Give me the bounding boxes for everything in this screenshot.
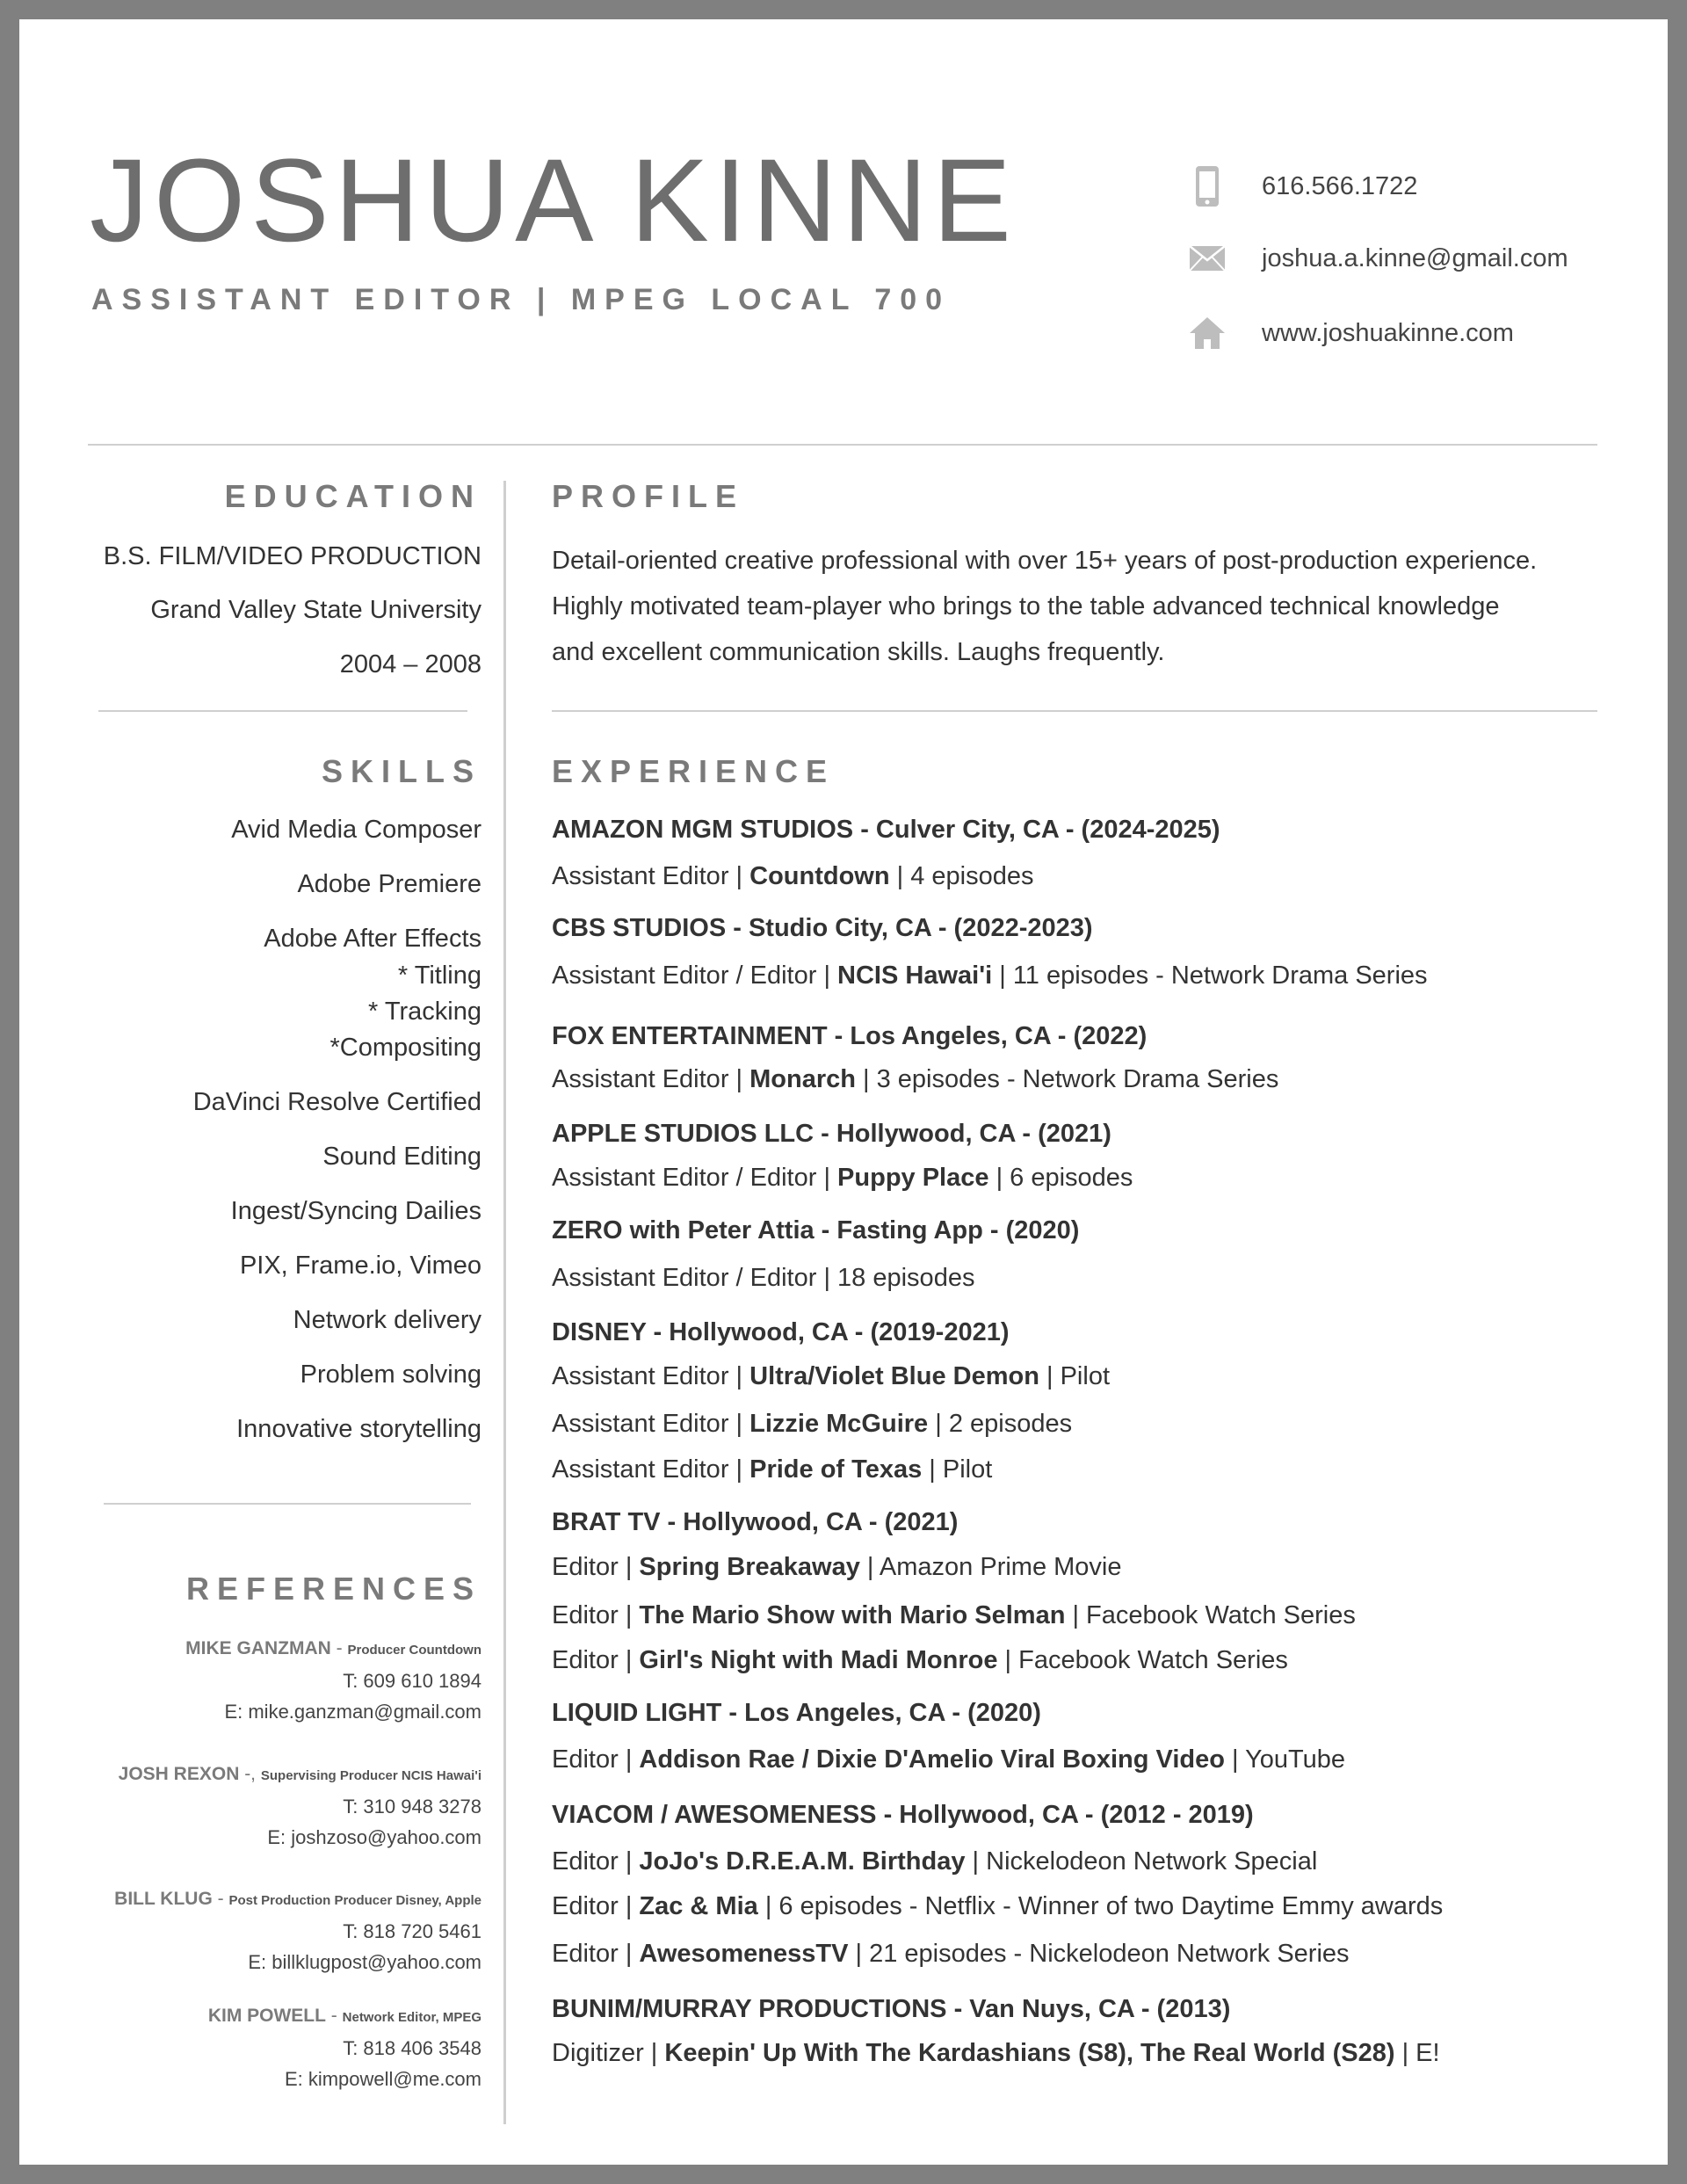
role-title: Assistant Editor / Editor | 18 episodes bbox=[552, 1264, 975, 1292]
job-heading: APPLE STUDIOS LLC - Hollywood, CA - (2021) bbox=[552, 1120, 1111, 1148]
project-details: | 11 episodes - Network Drama Series bbox=[992, 961, 1428, 990]
project-title: NCIS Hawai'i bbox=[837, 961, 993, 990]
reference-phone: T: 818 406 3548 bbox=[343, 2037, 481, 2059]
project-details: | Nickelodeon Network Special bbox=[965, 1847, 1318, 1876]
phone-icon bbox=[1188, 164, 1227, 208]
project-details: | YouTube bbox=[1224, 1745, 1346, 1774]
reference-name: MIKE GANZMAN bbox=[185, 1638, 331, 1658]
role-title: Editor | bbox=[552, 1940, 640, 1968]
project-details: | 6 episodes - Netflix - Winner of two Daytime Emmy awards bbox=[757, 1892, 1444, 1920]
skills-heading: SKILLS bbox=[321, 753, 481, 789]
reference-role: Network Editor, MPEG bbox=[342, 2010, 481, 2025]
email-address[interactable]: joshua.a.kinne@gmail.com bbox=[1262, 243, 1568, 272]
skill-item: Sound Editing bbox=[322, 1143, 481, 1171]
education-divider bbox=[98, 710, 467, 712]
reference-separator: - bbox=[212, 1889, 229, 1909]
role-title: Assistant Editor | bbox=[552, 1065, 750, 1093]
role-title: Assistant Editor / Editor | bbox=[552, 1164, 838, 1192]
job-heading: BUNIM/MURRAY PRODUCTIONS - Van Nuys, CA - (2013) bbox=[552, 1995, 1231, 2023]
project-title: Girl's Night with Madi Monroe bbox=[639, 1646, 998, 1674]
reference-name-line bbox=[185, 1638, 481, 1659]
role-title: Editor | bbox=[552, 1553, 640, 1581]
project-details: | E! bbox=[1394, 2039, 1440, 2067]
role-title: Assistant Editor | bbox=[552, 1362, 750, 1390]
skill-item: Innovative storytelling bbox=[236, 1415, 481, 1443]
skill-item: Network delivery bbox=[293, 1306, 481, 1334]
reference-role: Supervising Producer NCIS Hawai'i bbox=[260, 1768, 481, 1783]
reference-email[interactable]: E: kimpowell@me.com bbox=[284, 2068, 481, 2090]
job-role-line bbox=[552, 961, 1428, 990]
project-title: Ultra/Violet Blue Demon bbox=[749, 1362, 1039, 1390]
skill-item: Ingest/Syncing Dailies bbox=[230, 1197, 481, 1225]
reference-name-line bbox=[114, 1889, 481, 1910]
profile-divider bbox=[552, 710, 1597, 712]
job-heading: LIQUID LIGHT - Los Angeles, CA - (2020) bbox=[552, 1699, 1041, 1727]
skill-subitem: * Titling bbox=[397, 961, 481, 990]
skill-item: PIX, Frame.io, Vimeo bbox=[239, 1252, 481, 1280]
candidate-title: ASSISTANT EDITOR | MPEG LOCAL 700 bbox=[91, 283, 952, 316]
job-role-line bbox=[552, 1455, 992, 1484]
profile-line: and excellent communication skills. Laughs frequently. bbox=[552, 638, 1165, 666]
reference-separator: - bbox=[330, 1638, 348, 1658]
home-icon bbox=[1188, 311, 1227, 355]
project-title: The Mario Show with Mario Selman bbox=[639, 1601, 1066, 1629]
project-title: Spring Breakaway bbox=[639, 1553, 860, 1581]
job-role-line bbox=[552, 1410, 1072, 1439]
skill-subitem: *Compositing bbox=[329, 1034, 481, 1062]
contact-phone-row bbox=[1188, 164, 1417, 208]
job-role-line bbox=[552, 1940, 1350, 1969]
job-role-line bbox=[552, 1601, 1356, 1630]
project-title: Lizzie McGuire bbox=[749, 1410, 929, 1438]
reference-name: JOSH REXON bbox=[118, 1764, 240, 1784]
project-title: Puppy Place bbox=[837, 1164, 989, 1192]
reference-email[interactable]: E: billklugpost@yahoo.com bbox=[248, 1951, 481, 1973]
role-title: Editor | bbox=[552, 1892, 640, 1920]
role-title: Assistant Editor | bbox=[552, 1410, 750, 1438]
reference-name: BILL KLUG bbox=[114, 1889, 213, 1909]
job-heading: AMAZON MGM STUDIOS - Culver City, CA - (2024-2025) bbox=[552, 816, 1220, 844]
profile-line: Detail-oriented creative professional with over 15+ years of post-production experience. bbox=[552, 547, 1538, 575]
role-title: Assistant Editor | bbox=[552, 1455, 750, 1484]
role-title: Editor | bbox=[552, 1745, 640, 1774]
job-role-line bbox=[552, 1164, 1133, 1193]
role-title: Assistant Editor / Editor | bbox=[552, 961, 838, 990]
skill-item: Adobe Premiere bbox=[297, 870, 481, 898]
job-role-line bbox=[552, 1553, 1122, 1582]
profile-line: Highly motivated team-player who brings to the table advanced technical knowledge bbox=[552, 592, 1500, 620]
candidate-name: JOSHUA KINNE bbox=[90, 135, 1017, 266]
skill-item: Adobe After Effects bbox=[264, 925, 481, 953]
left-column bbox=[0, 19, 481, 2165]
website-link[interactable]: www.joshuakinne.com bbox=[1262, 318, 1514, 347]
reference-separator: -, bbox=[239, 1764, 261, 1784]
envelope-icon bbox=[1188, 236, 1227, 280]
job-heading: VIACOM / AWESOMENESS - Hollywood, CA - (2012 - 2019) bbox=[552, 1801, 1254, 1829]
reference-email[interactable]: E: joshzoso@yahoo.com bbox=[267, 1826, 481, 1848]
project-details: | 2 episodes bbox=[928, 1410, 1073, 1438]
skill-subitem: * Tracking bbox=[368, 998, 481, 1026]
role-title: Assistant Editor | bbox=[552, 862, 750, 890]
education-degree: B.S. FILM/VIDEO PRODUCTION bbox=[103, 542, 481, 570]
role-title: Editor | bbox=[552, 1847, 640, 1876]
reference-name-line bbox=[208, 2006, 481, 2027]
project-title: Countdown bbox=[749, 862, 890, 890]
job-role-line bbox=[552, 1892, 1443, 1921]
project-title: Keepin' Up With The Kardashians (S8), The Real World (S28) bbox=[664, 2039, 1395, 2067]
reference-phone: T: 818 720 5461 bbox=[343, 1920, 481, 1942]
project-title: AwesomenessTV bbox=[639, 1940, 849, 1968]
job-heading: BRAT TV - Hollywood, CA - (2021) bbox=[552, 1508, 959, 1536]
job-role-line bbox=[552, 1362, 1110, 1391]
job-role-line bbox=[552, 1065, 1278, 1094]
job-heading: FOX ENTERTAINMENT - Los Angeles, CA - (2022) bbox=[552, 1022, 1148, 1050]
profile-heading: PROFILE bbox=[552, 478, 745, 514]
role-title: Digitizer | bbox=[552, 2039, 665, 2067]
education-school: Grand Valley State University bbox=[150, 596, 481, 624]
skill-item: Problem solving bbox=[300, 1360, 481, 1389]
job-role-line bbox=[552, 1264, 974, 1293]
project-details: | 6 episodes bbox=[988, 1164, 1133, 1192]
project-details: | Amazon Prime Movie bbox=[859, 1553, 1122, 1581]
skill-item: DaVinci Resolve Certified bbox=[192, 1088, 481, 1116]
job-heading: DISNEY - Hollywood, CA - (2019-2021) bbox=[552, 1318, 1010, 1346]
contact-email-row bbox=[1188, 236, 1568, 280]
job-role-line bbox=[552, 2039, 1440, 2068]
project-details: | Pilot bbox=[922, 1455, 993, 1484]
reference-separator: - bbox=[325, 2006, 343, 2026]
phone-number[interactable]: 616.566.1722 bbox=[1262, 171, 1418, 200]
project-title: Monarch bbox=[749, 1065, 856, 1093]
skill-item: Avid Media Composer bbox=[231, 816, 481, 844]
project-title: Addison Rae / Dixie D'Amelio Viral Boxing Video bbox=[639, 1745, 1225, 1774]
reference-email[interactable]: E: mike.ganzman@gmail.com bbox=[224, 1701, 481, 1723]
profile-summary bbox=[552, 538, 1633, 675]
reference-phone: T: 609 610 1894 bbox=[343, 1670, 481, 1692]
project-details: | Pilot bbox=[1039, 1362, 1110, 1390]
reference-phone: T: 310 948 3278 bbox=[343, 1796, 481, 1818]
job-role-line bbox=[552, 1745, 1345, 1774]
experience-heading: EXPERIENCE bbox=[552, 753, 836, 789]
reference-role: Post Production Producer Disney, Apple bbox=[228, 1893, 481, 1908]
reference-role: Producer Countdown bbox=[347, 1643, 481, 1658]
column-divider bbox=[503, 481, 506, 2124]
project-title: Zac & Mia bbox=[639, 1892, 758, 1920]
resume-page bbox=[19, 19, 1668, 2165]
skills-divider bbox=[104, 1503, 471, 1505]
role-title: Editor | bbox=[552, 1601, 640, 1629]
project-title: Pride of Texas bbox=[749, 1455, 923, 1484]
job-role-line bbox=[552, 1646, 1288, 1675]
project-details: | 21 episodes - Nickelodeon Network Series bbox=[848, 1940, 1350, 1968]
job-role-line bbox=[552, 1847, 1317, 1876]
reference-name-line bbox=[119, 1764, 481, 1785]
reference-name: KIM POWELL bbox=[207, 2006, 326, 2026]
project-details: | Facebook Watch Series bbox=[997, 1646, 1288, 1674]
project-details: | 3 episodes - Network Drama Series bbox=[855, 1065, 1279, 1093]
job-heading: ZERO with Peter Attia - Fasting App - (2020) bbox=[552, 1216, 1080, 1244]
contact-website-row bbox=[1188, 311, 1514, 355]
job-role-line bbox=[552, 862, 1034, 891]
job-heading: CBS STUDIOS - Studio City, CA - (2022-2023) bbox=[552, 914, 1093, 942]
project-details: | 4 episodes bbox=[889, 862, 1034, 890]
references-heading: REFERENCES bbox=[185, 1571, 481, 1607]
education-heading: EDUCATION bbox=[224, 478, 481, 514]
project-title: JoJo's D.R.E.A.M. Birthday bbox=[639, 1847, 966, 1876]
role-title: Editor | bbox=[552, 1646, 640, 1674]
project-details: | Facebook Watch Series bbox=[1065, 1601, 1356, 1629]
education-years: 2004 – 2008 bbox=[339, 650, 481, 678]
